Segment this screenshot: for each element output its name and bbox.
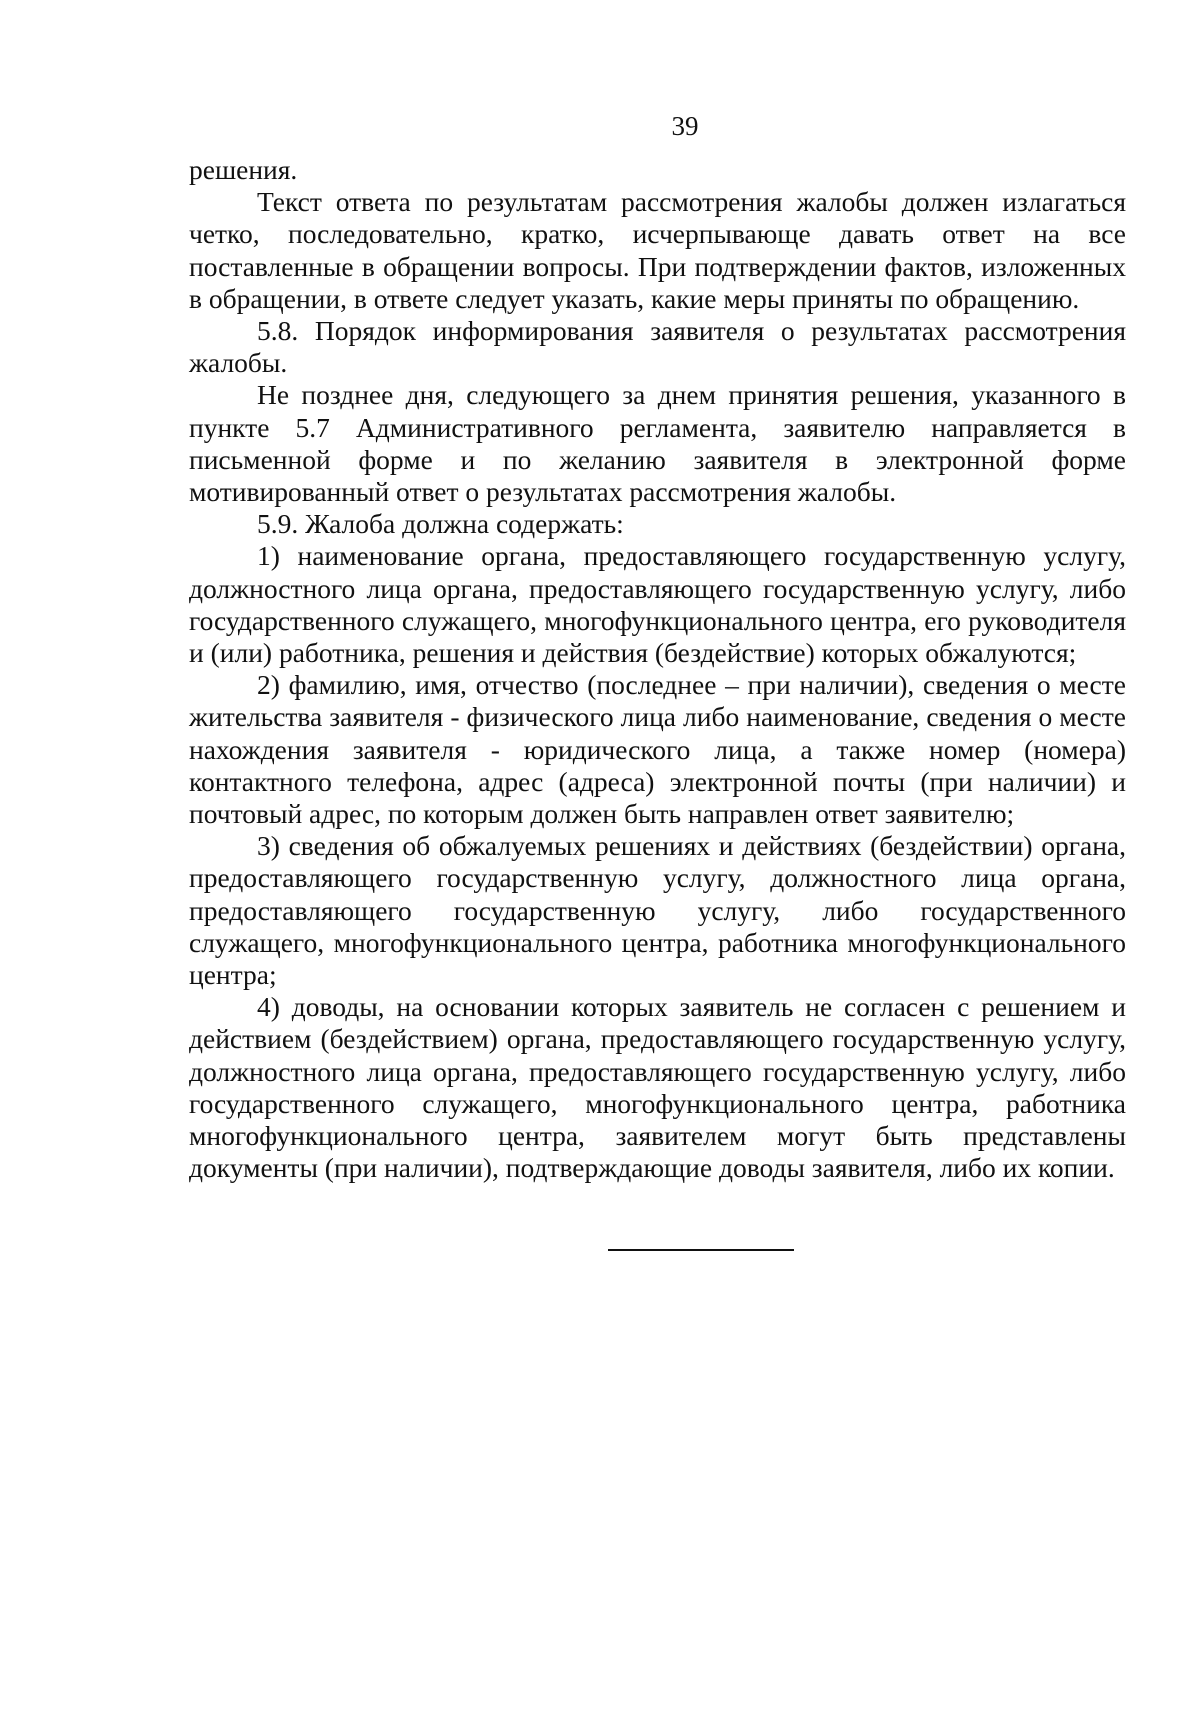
- end-of-text-divider: [608, 1249, 794, 1251]
- list-item-2: 2) фамилию, имя, отчество (последнее – при наличии), сведения о месте жительства заявителя - физического лица либо наименование, сведения о месте нахождения заявителя - юридического лица, а также номер (номера) контактного телефона, адрес (адреса) электронной почты (при наличии) и почтовый адрес, по которым должен быть направлен ответ заявителю;: [189, 669, 1126, 830]
- document-body: [189, 154, 1126, 1185]
- section-5-8-heading: 5.8. Порядок информирования заявителя о результатах рассмотрения жалобы.: [189, 315, 1126, 379]
- list-item-4: 4) доводы, на основании которых заявитель не согласен с решением и действием (бездействием) органа, предоставляющего государственную услугу, должностного лица органа, предоставляющего государственную услугу, либо государственного служащего, многофункционального центра, работника многофункционального центра, заявителем могут быть представлены документы (при наличии), подтверждающие доводы заявителя, либо их копии.: [189, 991, 1126, 1184]
- list-item-3: 3) сведения об обжалуемых решениях и действиях (бездействии) органа, предоставляющего государственную услугу, должностного лица органа, предоставляющего государственную услугу, либо государственного служащего, многофункционального центра, работника многофункционального центра;: [189, 830, 1126, 991]
- page-number: 39: [671, 111, 699, 141]
- paragraph-response-text-requirements: Текст ответа по результатам рассмотрения жалобы должен излагаться четко, последовательно, кратко, исчерпывающе давать ответ на все поставленные в обращении вопросы. При подтверждении фактов, изложенных в обращении, в ответе следует указать, какие меры приняты по обращению.: [189, 186, 1126, 314]
- paragraph-continuation: решения.: [189, 154, 298, 185]
- section-5-9-heading: 5.9. Жалоба должна содержать:: [257, 508, 624, 540]
- paragraph-response-deadline: Не позднее дня, следующего за днем принятия решения, указанного в пункте 5.7 Административного регламента, заявителю направляется в письменной форме и по желанию заявителя в электронной форме мотивированный ответ о результатах рассмотрения жалобы.: [189, 379, 1126, 508]
- list-item-1: 1) наименование органа, предоставляющего государственную услугу, должностного лица органа, предоставляющего государственную услугу, либо государственного служащего, многофункционального центра, его руководителя и (или) работника, решения и действия (бездействие) которых обжалуются;: [189, 540, 1126, 669]
